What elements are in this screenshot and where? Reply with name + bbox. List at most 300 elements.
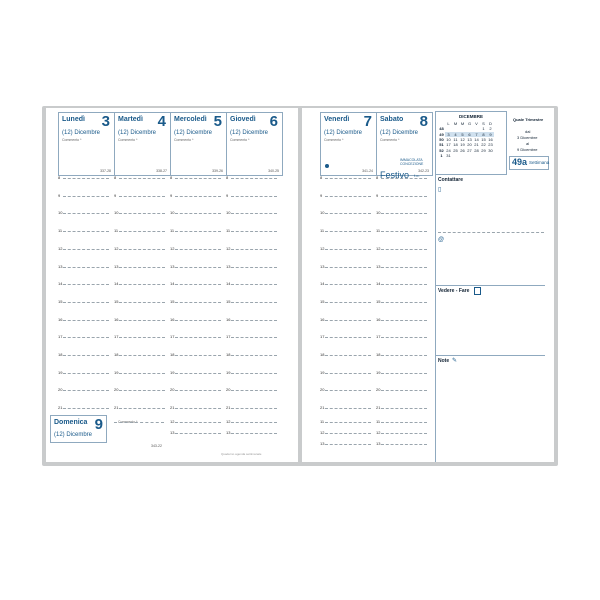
calendar-day[interactable] — [459, 153, 466, 158]
week-label: Settimana — [529, 160, 550, 165]
calendar-day[interactable]: 19 — [460, 142, 465, 148]
day-name: Sabato — [380, 116, 404, 123]
calendar-day[interactable] — [466, 153, 473, 158]
hour-label: 14 — [170, 281, 175, 287]
calendar-day[interactable]: 31 — [446, 152, 451, 158]
hour-line[interactable] — [325, 231, 371, 232]
calendar-day[interactable]: 5 — [459, 132, 466, 137]
hour-line[interactable] — [231, 284, 277, 285]
hour-label: 17 — [320, 334, 325, 340]
hour-line[interactable] — [325, 337, 371, 338]
hour-line[interactable] — [325, 267, 371, 268]
hour-line[interactable] — [325, 213, 371, 214]
calendar-day-header: L — [447, 121, 450, 127]
calendar-week-number: 51 — [439, 142, 444, 148]
sat-note: IMMACOLATA CONCEZIONE — [400, 158, 424, 166]
hour-line[interactable] — [119, 355, 165, 356]
sunday-hour-line[interactable] — [231, 433, 277, 434]
hour-line[interactable] — [325, 302, 371, 303]
hour-label: 18 — [170, 352, 175, 357]
sunday-hour-line[interactable] — [381, 433, 427, 434]
hour-label: 8 — [376, 175, 379, 180]
calendar-week-number: 50 — [439, 137, 444, 143]
hour-line[interactable] — [231, 231, 277, 232]
hour-line[interactable] — [231, 196, 277, 197]
hour-line[interactable] — [119, 408, 165, 409]
hour-line[interactable] — [63, 249, 109, 250]
hour-label: 11 — [114, 228, 119, 234]
hour-label: 8 — [226, 175, 229, 180]
hour-line[interactable] — [231, 320, 277, 321]
hour-label: 10 — [226, 210, 231, 216]
hour-line[interactable] — [381, 408, 427, 409]
sunday-hour-label: 13 — [226, 430, 231, 435]
calendar-day-header: S — [482, 121, 485, 127]
calendar-day-header: M — [460, 121, 465, 127]
hour-label: 21 — [170, 405, 175, 411]
day-header — [58, 112, 115, 176]
dot-icon — [325, 164, 329, 168]
sunday-hour-label: 11 — [376, 419, 381, 424]
calendar-day[interactable] — [473, 153, 480, 158]
footer-text: Quaderno agenda settimanale — [221, 452, 262, 456]
hour-label: 9 — [114, 192, 117, 198]
hour-label: 9 — [226, 192, 229, 198]
hour-label: 20 — [58, 387, 63, 393]
hour-label: 20 — [114, 387, 119, 393]
hour-label: 15 — [170, 298, 175, 304]
hour-line[interactable] — [63, 373, 109, 374]
hour-label: 17 — [376, 334, 381, 340]
phone-icon: ▯ — [438, 187, 442, 193]
hour-label: 12 — [376, 245, 381, 251]
pencil-icon: ✎ — [452, 358, 458, 364]
hour-line[interactable] — [175, 408, 221, 409]
hour-line[interactable] — [63, 390, 109, 391]
hour-line[interactable] — [175, 284, 221, 285]
hour-label: 16 — [226, 316, 231, 322]
hour-line[interactable] — [231, 355, 277, 356]
calendar-day[interactable]: 6 — [466, 132, 473, 137]
hour-line[interactable] — [381, 337, 427, 338]
hour-line[interactable] — [231, 178, 277, 179]
hour-line[interactable] — [175, 267, 221, 268]
calendar-day[interactable]: 23 — [488, 142, 493, 148]
hour-line[interactable] — [63, 408, 109, 409]
hour-label: 8 — [58, 175, 61, 180]
day-comment: Commento * — [380, 138, 400, 142]
hour-label: 10 — [58, 210, 63, 216]
calendar-day[interactable]: 30 — [488, 147, 493, 153]
hour-label: 21 — [226, 405, 231, 411]
calendar-day-header: M — [453, 121, 458, 127]
sunday-foot: 343-22 — [151, 444, 162, 448]
day-header — [226, 112, 283, 176]
day-number: 5 — [213, 113, 222, 130]
hour-label: 17 — [170, 334, 175, 340]
sunday-hour-label: 12 — [170, 419, 175, 424]
hour-line[interactable] — [381, 231, 427, 232]
day-name: Venerdì — [324, 116, 350, 123]
hour-label: 10 — [320, 210, 325, 216]
hour-line[interactable] — [119, 302, 165, 303]
hour-line[interactable] — [63, 302, 109, 303]
hour-line[interactable] — [63, 337, 109, 338]
hour-label: 13 — [320, 263, 325, 269]
day-count: 338-27 — [156, 169, 167, 173]
hour-label: 13 — [114, 263, 119, 269]
hour-label: 15 — [114, 298, 119, 304]
day-number: 8 — [419, 113, 428, 130]
hour-line[interactable] — [175, 196, 221, 197]
week-number: 49a — [512, 157, 528, 167]
hour-line[interactable] — [119, 249, 165, 250]
hour-label: 13 — [226, 263, 231, 269]
calendar-day[interactable]: 14 — [474, 137, 479, 143]
week-info-to: al — [526, 141, 530, 146]
see-do-top — [435, 285, 545, 286]
hour-label: 18 — [58, 352, 63, 357]
hour-line[interactable] — [325, 284, 371, 285]
hour-label: 11 — [376, 228, 381, 234]
calendar-day[interactable] — [480, 153, 487, 158]
checkbox-icon — [474, 287, 481, 295]
hour-label: 21 — [320, 405, 325, 411]
hour-line[interactable] — [325, 196, 371, 197]
hour-label: 16 — [320, 316, 325, 322]
hour-label: 13 — [376, 263, 381, 269]
hour-label: 19 — [114, 369, 119, 375]
hour-line[interactable] — [325, 373, 371, 374]
hour-label: 13 — [170, 263, 175, 269]
sunday-hour-label: 11 — [320, 419, 325, 424]
day-name: Mercoledì — [174, 116, 207, 123]
hour-line[interactable] — [175, 373, 221, 374]
hour-label: 17 — [58, 334, 63, 340]
sunday-name: Domenica — [54, 419, 88, 426]
hour-line[interactable] — [381, 302, 427, 303]
hour-line[interactable] — [175, 320, 221, 321]
hour-line[interactable] — [381, 267, 427, 268]
see-do-label: Vedere - Fare — [438, 288, 470, 294]
calendar-day[interactable]: 20 — [467, 142, 472, 148]
calendar-day[interactable] — [487, 153, 494, 158]
calendar-day[interactable]: 25 — [453, 147, 458, 153]
contact-line — [438, 232, 544, 233]
festivo-label: Festivo — [380, 170, 410, 180]
hour-label: 14 — [320, 281, 325, 287]
calendar-day[interactable]: 22 — [481, 142, 486, 148]
hour-label: 12 — [320, 245, 325, 251]
day-count: 341-24 — [362, 169, 373, 173]
hour-line[interactable] — [175, 249, 221, 250]
hour-label: 10 — [170, 210, 175, 216]
hour-label: 19 — [58, 369, 63, 375]
hour-line[interactable] — [381, 249, 427, 250]
hour-line[interactable] — [175, 337, 221, 338]
calendar-day[interactable]: 10 — [446, 137, 451, 143]
right-page — [302, 108, 554, 462]
sunday-hour-line[interactable] — [325, 444, 371, 445]
hour-line[interactable] — [175, 231, 221, 232]
calendar-day[interactable]: 13 — [467, 137, 472, 143]
hour-line[interactable] — [231, 213, 277, 214]
calendar-day[interactable]: 4 — [452, 132, 459, 137]
hour-label: 20 — [376, 387, 381, 393]
sunday-comment: Commento * — [118, 420, 138, 424]
hour-line[interactable] — [231, 373, 277, 374]
hour-line[interactable] — [381, 355, 427, 356]
hour-line[interactable] — [381, 213, 427, 214]
sunday-header — [50, 415, 107, 443]
day-header — [170, 112, 227, 176]
day-name: Giovedì — [230, 116, 256, 123]
calendar-day[interactable]: 3 — [445, 132, 452, 137]
hour-label: 14 — [114, 281, 119, 287]
hour-label: 19 — [226, 369, 231, 375]
day-number: 4 — [157, 113, 166, 130]
calendar-day[interactable]: 17 — [446, 142, 451, 148]
day-name: Martedì — [118, 116, 143, 123]
hour-line[interactable] — [119, 284, 165, 285]
day-month: (12) Dicembre — [62, 130, 101, 136]
week-number-badge — [509, 156, 549, 170]
festivo-mark: f.o. — [414, 173, 420, 178]
hour-line[interactable] — [231, 249, 277, 250]
calendar-day-header: G — [467, 121, 472, 127]
notes-label: Note — [438, 358, 450, 364]
day-month: (12) Dicembre — [118, 130, 157, 136]
hour-line[interactable] — [231, 337, 277, 338]
calendar-day[interactable] — [452, 153, 459, 158]
hour-label: 18 — [320, 352, 325, 357]
hour-label: 16 — [114, 316, 119, 322]
hour-label: 20 — [170, 387, 175, 393]
calendar-day[interactable]: 12 — [460, 137, 465, 143]
hour-label: 11 — [58, 228, 63, 234]
hour-label: 20 — [320, 387, 325, 393]
day-comment: Commento * — [174, 138, 194, 142]
day-number: 6 — [269, 113, 278, 130]
hour-line[interactable] — [175, 178, 221, 179]
sunday-hour-label: 12 — [320, 430, 325, 435]
hour-label: 15 — [226, 298, 231, 304]
day-count: 342-23 — [418, 169, 429, 173]
sunday-hour-line[interactable] — [231, 422, 277, 423]
hour-label: 9 — [376, 192, 379, 198]
hour-line[interactable] — [119, 373, 165, 374]
hour-label: 16 — [58, 316, 63, 322]
calendar-day-header: V — [475, 121, 478, 127]
day-name: Lunedì — [62, 116, 85, 123]
day-number: 7 — [363, 113, 372, 130]
hour-label: 8 — [114, 175, 117, 180]
hour-label: 10 — [114, 210, 119, 216]
hour-label: 11 — [226, 228, 231, 234]
hour-label: 21 — [376, 405, 381, 411]
hour-line[interactable] — [325, 408, 371, 409]
sunday-hour-label: 13 — [170, 430, 175, 435]
hour-line[interactable] — [119, 267, 165, 268]
mini-calendar — [435, 111, 507, 175]
calendar-day[interactable]: 1 — [482, 126, 485, 132]
calendar-day[interactable]: 8 — [480, 132, 487, 137]
hour-label: 9 — [170, 192, 173, 198]
day-header — [114, 112, 171, 176]
day-comment: Commento * — [230, 138, 250, 142]
sunday-hour-line[interactable] — [381, 422, 427, 423]
calendar-day[interactable]: 26 — [460, 147, 465, 153]
hour-line[interactable] — [381, 373, 427, 374]
hour-line[interactable] — [63, 196, 109, 197]
hour-line[interactable] — [63, 284, 109, 285]
contact-label: Contattare — [438, 177, 464, 183]
sunday-comment-line[interactable] — [114, 422, 164, 423]
hour-label: 12 — [226, 245, 231, 251]
hour-line[interactable] — [325, 249, 371, 250]
hour-label: 9 — [58, 192, 61, 198]
hour-line[interactable] — [325, 320, 371, 321]
hour-line[interactable] — [381, 320, 427, 321]
week-info-from: dal — [525, 129, 531, 134]
calendar-day[interactable]: 9 — [487, 132, 494, 137]
week-info-title: Quale Trimestre — [513, 117, 544, 122]
sunday-sub: (12) Dicembre — [54, 432, 93, 438]
hour-line[interactable] — [381, 390, 427, 391]
hour-label: 13 — [58, 263, 63, 269]
hour-label: 17 — [226, 334, 231, 340]
hour-label: 12 — [114, 245, 119, 251]
hour-label: 21 — [114, 405, 119, 411]
hour-line[interactable] — [63, 267, 109, 268]
hour-label: 15 — [320, 298, 325, 304]
calendar-day[interactable]: 29 — [481, 147, 486, 153]
calendar-day[interactable]: 15 — [481, 137, 486, 143]
hour-line[interactable] — [231, 390, 277, 391]
sections-divider — [435, 174, 436, 462]
day-month: (12) Dicembre — [380, 130, 419, 136]
day-number: 3 — [101, 113, 110, 130]
hour-line[interactable] — [231, 302, 277, 303]
calendar-title: DICEMBRE — [458, 114, 483, 119]
week-info-to-date: 9 Dicembre — [517, 147, 538, 152]
hour-label: 19 — [170, 369, 175, 375]
hour-label: 18 — [226, 352, 231, 357]
calendar-day[interactable]: 2 — [489, 126, 492, 132]
hour-label: 20 — [226, 387, 231, 393]
day-comment: Commento * — [118, 138, 138, 142]
day-count: 339-26 — [212, 169, 223, 173]
hour-line[interactable] — [231, 267, 277, 268]
sunday-hour-label: 13 — [376, 441, 381, 446]
hour-label: 10 — [376, 210, 381, 216]
hour-label: 17 — [114, 334, 119, 340]
sunday-hour-label: 12 — [226, 419, 231, 424]
hour-label: 21 — [58, 405, 63, 411]
hour-label: 8 — [320, 175, 323, 180]
calendar-day[interactable]: 16 — [488, 137, 493, 143]
hour-line[interactable] — [325, 178, 371, 179]
hour-line[interactable] — [119, 337, 165, 338]
calendar-day[interactable]: 7 — [473, 132, 480, 137]
week-info-from-date: 3 Dicembre — [517, 135, 538, 140]
sunday-hour-line[interactable] — [325, 433, 371, 434]
sunday-hour-line[interactable] — [175, 433, 221, 434]
calendar-week-number: 52 — [439, 147, 444, 153]
hour-label: 12 — [170, 245, 175, 251]
hour-label: 8 — [170, 175, 173, 180]
day-comment: Commento * — [324, 138, 344, 142]
left-page — [46, 108, 298, 462]
calendar-day-header: D — [489, 121, 492, 127]
day-count: 337-28 — [100, 169, 111, 173]
hour-line[interactable] — [381, 284, 427, 285]
day-header — [376, 112, 433, 176]
hour-label: 16 — [170, 316, 175, 322]
calendar-day[interactable]: 28 — [474, 147, 479, 153]
calendar-week-number: 1 — [440, 152, 443, 158]
hour-line[interactable] — [175, 355, 221, 356]
day-comment: Commento * — [62, 138, 82, 142]
sunday-hour-label: 13 — [320, 441, 325, 446]
calendar-day[interactable]: 18 — [453, 142, 458, 148]
sunday-hour-line[interactable] — [381, 444, 427, 445]
hour-label: 15 — [58, 298, 63, 304]
sunday-hour-label: 12 — [376, 430, 381, 435]
hour-line[interactable] — [119, 231, 165, 232]
calendar-day[interactable]: 21 — [474, 142, 479, 148]
hour-label: 19 — [376, 369, 381, 375]
hour-line[interactable] — [63, 320, 109, 321]
notes-top — [435, 355, 545, 356]
day-month: (12) Dicembre — [324, 130, 363, 136]
hour-line[interactable] — [325, 355, 371, 356]
hour-label: 14 — [226, 281, 231, 287]
sunday-num: 9 — [94, 416, 103, 433]
at-icon: @ — [438, 237, 445, 243]
calendar-day[interactable]: 11 — [453, 137, 458, 143]
sunday-hour-line[interactable] — [325, 422, 371, 423]
hour-label: 15 — [376, 298, 381, 304]
hour-line[interactable] — [119, 196, 165, 197]
hour-line[interactable] — [63, 178, 109, 179]
day-count: 340-25 — [268, 169, 279, 173]
hour-label: 14 — [376, 281, 381, 287]
hour-line[interactable] — [175, 213, 221, 214]
hour-line[interactable] — [175, 302, 221, 303]
hour-line[interactable] — [63, 355, 109, 356]
hour-line[interactable] — [381, 196, 427, 197]
hour-label: 14 — [58, 281, 63, 287]
hour-line[interactable] — [119, 213, 165, 214]
hour-line[interactable] — [63, 213, 109, 214]
sunday-hour-line[interactable] — [175, 422, 221, 423]
calendar-day[interactable]: 24 — [446, 147, 451, 153]
hour-line[interactable] — [119, 178, 165, 179]
hour-line[interactable] — [231, 408, 277, 409]
hour-line[interactable] — [119, 320, 165, 321]
hour-line[interactable] — [119, 390, 165, 391]
day-month: (12) Dicembre — [230, 130, 269, 136]
hour-label: 19 — [320, 369, 325, 375]
hour-line[interactable] — [175, 390, 221, 391]
calendar-day[interactable]: 27 — [467, 147, 472, 153]
hour-label: 16 — [376, 316, 381, 322]
hour-line[interactable] — [63, 231, 109, 232]
calendar-week-number: 49 — [439, 131, 444, 137]
hour-line[interactable] — [325, 390, 371, 391]
calendar-week-number: 48 — [439, 126, 444, 132]
